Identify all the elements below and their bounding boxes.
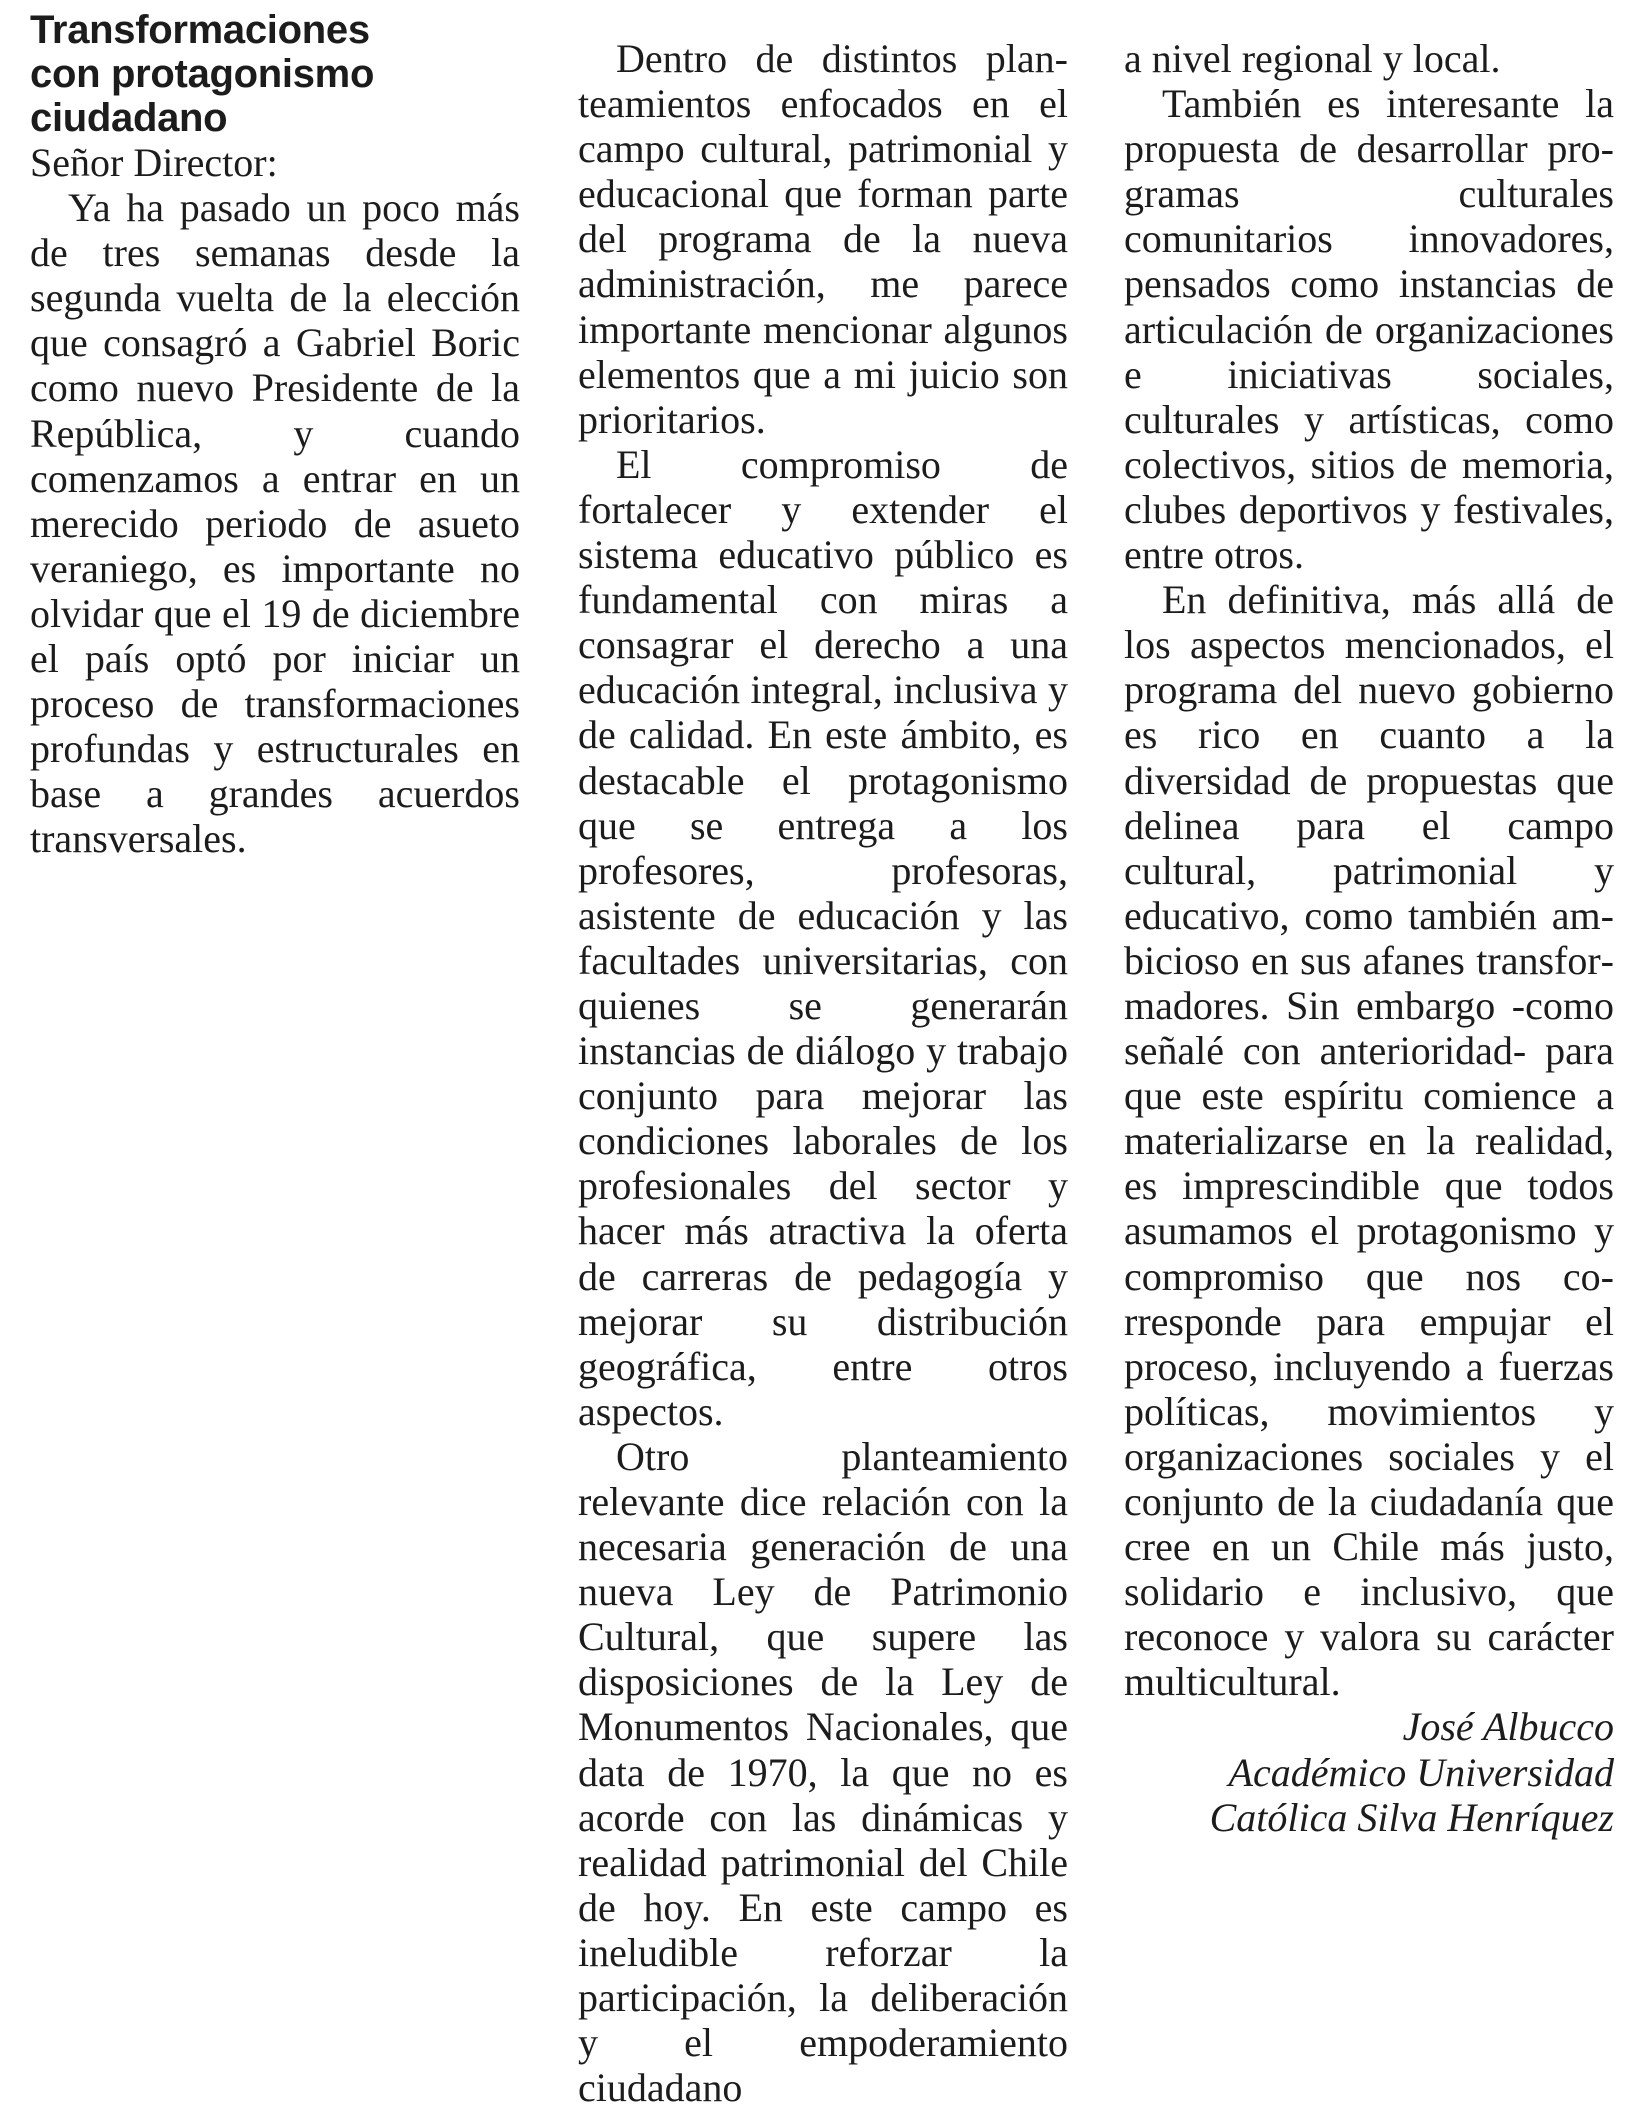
signature-block bbox=[1124, 1704, 1614, 1839]
paragraph-continuation: a nivel regional y local. bbox=[1124, 36, 1501, 81]
signature-institution: Católica Silva Henríquez bbox=[1209, 1794, 1614, 1840]
paragraph: También es interesante la propuesta de desarrollar programas culturales comunitarios innovadores, pensados como instancias de articulación de organizaciones e iniciativas sociales, culturales y artísticas, como colectivos, sitios de memoria, clubes deportivos y festivales, entre otros. bbox=[1124, 81, 1614, 578]
column-2 bbox=[578, 36, 1068, 2110]
signature-name: José Albucco bbox=[1402, 1704, 1614, 1750]
paragraph: Dentro de distintos planteamientos enfocados en el campo cultural, patrimonial y educacional que forman parte del programa de la nueva administración, me parece importante mencionar algunos elementos que a mi juicio son prioritarios. bbox=[578, 36, 1068, 442]
column-3 bbox=[1124, 36, 1614, 1840]
paragraph: El compromiso de fortalecer y extender el sistema educativo público es fundamental con miras a consagrar el derecho a una educación integral, inclusiva y de calidad. En este ámbito, es destacable el protagonismo que se entrega a los profesores, profesoras, asistente de educación y las facultades universitarias, con quienes se generarán instancias de diálogo y trabajo conjunto para mejorar las condiciones laborales de los profesionales del sector y hacer más atractiva la oferta de carreras de pedagogía y mejorar su distribución geográfica, entre otros aspectos. bbox=[578, 441, 1068, 1434]
paragraph: En definitiva, más allá de los aspectos mencionados, el programa del nuevo gobierno es rico en cuanto a la diversidad de propuestas que delinea para el campo cultural, patrimonial y educativo, como también ambicioso en sus afanes transformadores. Sin embargo -como señalé con anterioridad- para que este espíritu comience a materializarse en la realidad, es imprescindible que todos asumamos el protagonismo y compromiso que nos corresponde para empujar el proceso, incluyendo a fuerzas políticas, movimientos y organizaciones sociales y el conjunto de la ciudadanía que cree en un Chile más justo, solidario e inclusivo, que reconoce y valora su carácter multicultural. bbox=[1124, 577, 1614, 1705]
column-1 bbox=[30, 8, 520, 862]
paragraph: Ya ha pasado un poco más de tres semanas desde la segunda vuelta de la elección que consagró a Gabriel Boric como nuevo Presidente de la República, y cuando comenzamos a entrar en un merecido periodo de asueto veraniego, es importante no olvidar que el 19 de diciembre el país optó por iniciar un proceso de transformaciones profundas y estructurales en base a grandes acuerdos transversales. bbox=[30, 185, 520, 862]
title-line: ciudadano bbox=[30, 96, 228, 140]
letter-title bbox=[30, 8, 520, 140]
title-line: Transformaciones bbox=[30, 8, 370, 52]
salutation: Señor Director: bbox=[30, 140, 278, 185]
signature-role: Académico Universidad bbox=[1228, 1749, 1614, 1795]
paragraph: Otro planteamiento relevante dice relación con la necesaria generación de una nueva Ley de Patrimonio Cultural, que supere las disposiciones de la Ley de Monumentos Nacionales, que data de 1970, la que no es acorde con las dinámicas y realidad patrimonial del Chile de hoy. En este campo es ineludible reforzar la participación, la deliberación y el empoderamiento ciudadano bbox=[578, 1433, 1068, 2110]
title-line: con protagonismo bbox=[30, 52, 375, 96]
